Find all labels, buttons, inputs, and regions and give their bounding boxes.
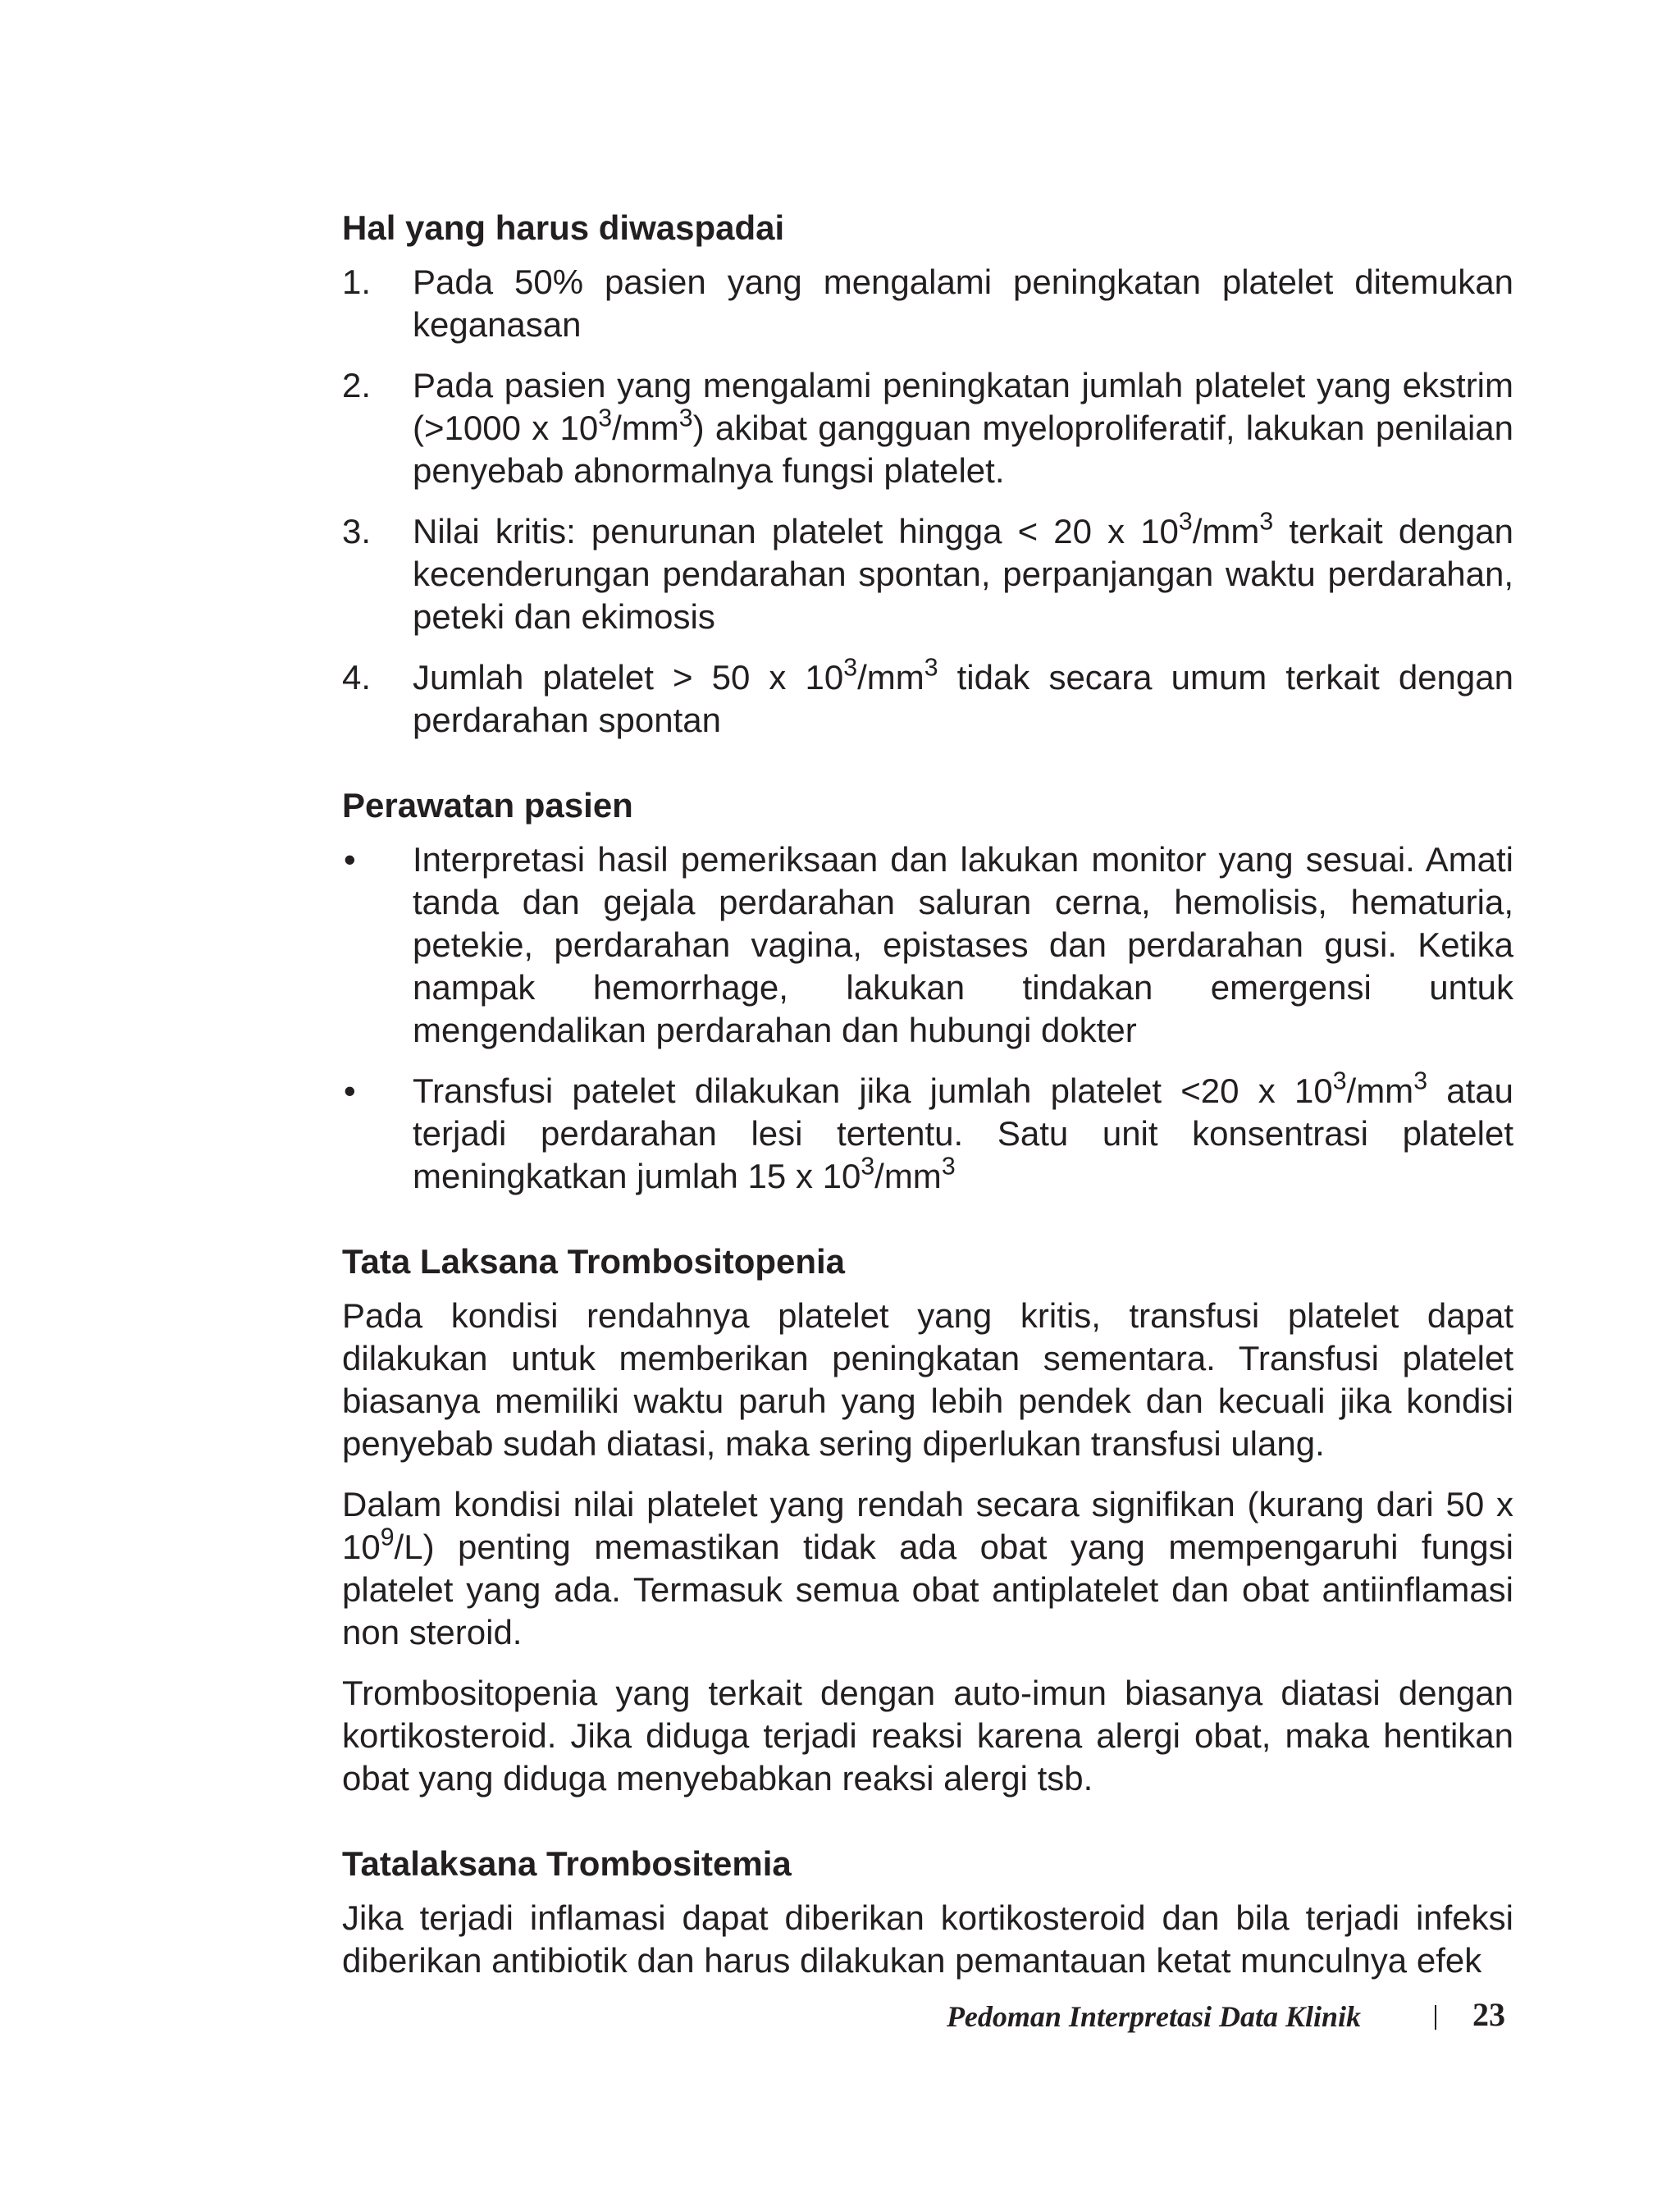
page-content: [342, 207, 1513, 2000]
list-item-text: Jumlah platelet > 50 x $10^3/mm^3$ tidak secara umum terkait dengan perdarahan spontan: [413, 654, 1513, 739]
list-item: [342, 656, 1513, 742]
list-number: 4.: [342, 658, 372, 697]
list-item: [342, 364, 1513, 492]
section-heading-trombositopenia: Tata Laksana Trombositopenia: [342, 1242, 846, 1281]
list-number: 3.: [342, 512, 372, 550]
list-item-text: Interpretasi hasil pemeriksaan dan lakukan monitor yang sesuai. Amati tanda dan gejala perdarahan saluran cerna, hemolisis, hematuria, petekie, perdarahan vagina, epistases dan perdarahan gusi. Ketika nampak hemorrhage, lakukan tindakan emergensi untuk mengendalikan perdarahan dan hubungi dokter: [413, 840, 1513, 1049]
list-item: [342, 510, 1513, 638]
list-item-text: Transfusi patelet dilakukan jika jumlah platelet <20 x $10^3/mm^3$ atau terjadi perdarahan lesi tertentu. Satu unit konsentrasi platelet meningkatkan jumlah 15 x $10^3/mm^3$: [413, 1067, 1513, 1195]
list-item-text: Nilai kritis: penurunan platelet hingga < 20 x $10^3/mm^3$ terkait dengan kecenderungan pendarahan spontan, perpanjangan waktu perdarahan, peteki dan ekimosis: [413, 508, 1513, 636]
list-item: [342, 838, 1513, 1052]
section-heading-perawatan: Perawatan pasien: [342, 786, 633, 825]
list-item: [342, 1067, 1513, 1198]
list-item-text: Pada pasien yang mengalami peningkatan jumlah platelet yang ekstrim (>1000 x $10^3/mm^3$) akibat gangguan myeloproliferatif, lakukan penilaian penyebab abnormalnya fungsi platelet.: [413, 366, 1513, 490]
footer-divider: [1435, 2005, 1436, 2030]
paragraph: Dalam kondisi nilai platelet yang rendah secara signifikan (kurang dari 50 x $10^9/L$) penting memastikan tidak ada obat yang mempengaruhi fungsi platelet yang ada. Termasuk semua obat antiplatelet dan obat antiinflamasi non steroid.: [342, 1485, 1513, 1651]
list-item-text: Pada 50% pasien yang mengalami peningkatan platelet ditemukan keganasan: [413, 263, 1513, 344]
list-number: 1.: [342, 263, 372, 301]
paragraph: Trombositopenia yang terkait dengan auto-imun biasanya diatasi dengan kortikosteroid. Jika diduga terjadi reaksi karena alergi obat, maka hentikan obat yang diduga menyebabkan reaksi alergi tsb.: [342, 1674, 1513, 1798]
section-heading-trombositemia: Tatalaksana Trombositemia: [342, 1844, 792, 1883]
paragraph: Pada kondisi rendahnya platelet yang kritis, transfusi platelet dapat dilakukan untuk memberikan peningkatan sementara. Transfusi platelet biasanya memiliki waktu paruh yang lebih pendek dan kecuali jika kondisi penyebab sudah diatasi, maka sering diperlukan transfusi ulang.: [342, 1296, 1513, 1463]
bullet-icon: •: [344, 840, 356, 879]
page-number: 23: [1472, 1996, 1505, 2033]
numbered-list-hal: [342, 261, 1513, 742]
page-footer: [0, 1995, 1680, 2044]
bullet-list-perawatan: [342, 838, 1513, 1198]
list-number: 2.: [342, 366, 372, 404]
bullet-icon: •: [344, 1071, 356, 1110]
paragraph: Jika terjadi inflamasi dapat diberikan kortikosteroid dan bila terjadi infeksi diberikan antibiotik dan harus dilakukan pemantauan ketat munculnya efek: [342, 1898, 1513, 1980]
section-heading-hal: Hal yang harus diwaspadai: [342, 208, 785, 247]
footer-title: Pedoman Interpretasi Data Klinik: [946, 2000, 1361, 2033]
list-item: [342, 261, 1513, 346]
